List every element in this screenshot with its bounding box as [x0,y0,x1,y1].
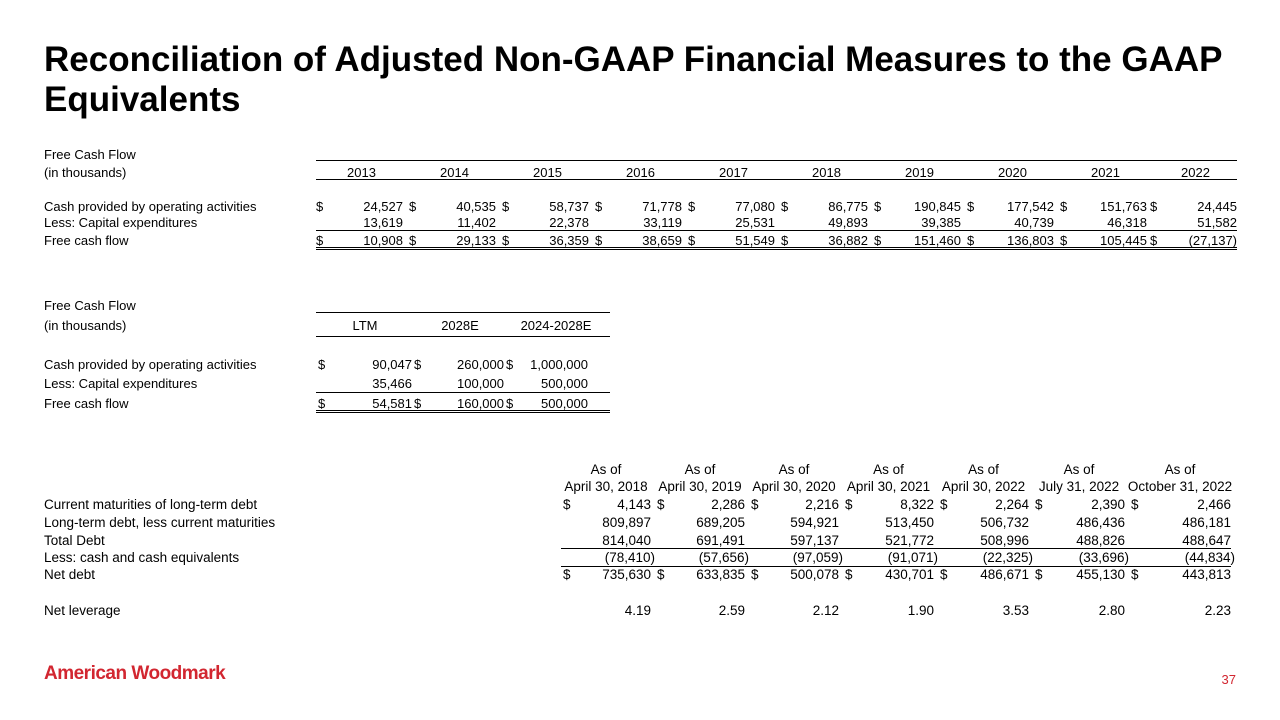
column-header-top: As of [968,462,999,477]
currency-symbol: $ [657,497,665,512]
column-header: 2028E [441,318,479,333]
table-cell: 3.53 [1002,603,1029,618]
column-header-top: As of [873,462,904,477]
column-header-date: April 30, 2018 [564,479,648,494]
table-cell: 151,763 [1100,199,1147,214]
table-cell: 486,671 [980,567,1029,582]
table-cell: 160,000 [457,396,504,411]
table-cell: 486,181 [1182,515,1231,530]
table-cell: 814,040 [602,533,651,548]
table-cell: 2,390 [1091,497,1125,512]
table-cell: 486,436 [1076,515,1125,530]
table-cell: 633,835 [696,567,745,582]
table-cell: 54,581 [372,396,412,411]
year-header: 2019 [905,165,934,180]
column-header: 2024-2028E [520,318,592,333]
currency-symbol: $ [318,396,326,411]
currency-symbol: $ [1060,199,1068,214]
row-label: Less: cash and cash equivalents [44,550,240,565]
currency-symbol: $ [414,396,422,411]
table-cell: 2.80 [1098,603,1125,618]
table-cell: 500,078 [790,567,839,582]
table-subcaption: (in thousands) [44,318,127,333]
currency-symbol: $ [688,199,696,214]
table-cell: 689,205 [696,515,745,530]
table-cell: 2,264 [995,497,1029,512]
currency-symbol: $ [874,233,882,248]
table-cell: 735,630 [602,567,651,582]
year-header: 2013 [347,165,376,180]
currency-symbol: $ [506,357,514,372]
year-header: 2020 [998,165,1027,180]
table-cell: 455,130 [1076,567,1125,582]
table-cell: 36,359 [549,233,589,248]
subtotal-rule [561,548,1231,549]
row-label: Cash provided by operating activities [44,199,257,214]
table-cell: 508,996 [980,533,1029,548]
table-cell: 597,137 [790,533,839,548]
currency-symbol: $ [781,233,789,248]
column-header-date: October 31, 2022 [1127,479,1233,494]
column-header-top: As of [778,462,810,477]
year-header: 2014 [440,165,469,180]
column-header: LTM [352,318,378,333]
currency-symbol: $ [563,497,571,512]
row-label: Current maturities of long-term debt [44,497,258,512]
currency-symbol: $ [657,567,665,582]
currency-symbol: $ [563,567,571,582]
currency-symbol: $ [409,199,417,214]
currency-symbol: $ [1035,567,1043,582]
row-label: Less: Capital expenditures [44,215,198,230]
table-cell: 100,000 [457,376,504,391]
currency-symbol: $ [1035,497,1043,512]
table-cell: 691,491 [696,533,745,548]
year-header: 2021 [1091,165,1120,180]
column-header-date: April 30, 2022 [941,479,1026,494]
currency-symbol: $ [1131,567,1139,582]
table-cell: (44,834) [1184,550,1235,565]
page-number: 37 [1221,672,1236,687]
currency-symbol: $ [502,233,510,248]
table-cell: 136,803 [1007,233,1054,248]
table-cell: 260,000 [457,357,504,372]
table-cell: 151,460 [914,233,961,248]
currency-symbol: $ [595,199,603,214]
year-header: 2022 [1181,165,1210,180]
table-cell: 594,921 [790,515,839,530]
column-header-date: April 30, 2020 [752,479,836,494]
currency-symbol: $ [1150,199,1158,214]
table-caption: Free Cash Flow [44,298,136,313]
currency-symbol: $ [502,199,510,214]
column-header-date: April 30, 2019 [658,479,742,494]
table-cell: 33,119 [643,215,682,230]
company-logo: American Woodmark [44,663,226,684]
table-cell: (91,071) [887,550,938,565]
table-cell: 11,402 [457,215,496,230]
column-header-date: April 30, 2021 [846,479,931,494]
table-cell: 488,826 [1076,533,1125,548]
table-cell: 71,778 [642,199,682,214]
table-cell: 36,882 [828,233,868,248]
row-label: Net debt [44,567,96,582]
table-cell: 190,845 [914,199,961,214]
table-cell: 51,549 [735,233,775,248]
table-cell: 1,000,000 [530,357,588,372]
header-rule [316,312,610,313]
subtotal-rule [561,566,1231,567]
currency-symbol: $ [967,199,975,214]
header-rule [316,336,610,337]
table-cell: 500,000 [541,396,588,411]
table-cell: 40,739 [1014,215,1054,230]
table-cell: 2,216 [805,497,839,512]
year-header: 2015 [533,165,562,180]
column-header-top: As of [1164,462,1196,477]
subtotal-rule [316,230,1237,231]
row-label: Less: Capital expenditures [44,376,198,391]
currency-symbol: $ [318,357,326,372]
currency-symbol: $ [751,497,759,512]
table-cell: 39,385 [921,215,961,230]
currency-symbol: $ [1150,233,1158,248]
row-label: Free cash flow [44,396,129,411]
currency-symbol: $ [967,233,975,248]
table-cell: 177,542 [1007,199,1054,214]
table-cell: 58,737 [549,199,589,214]
table-cell: 40,535 [456,199,496,214]
currency-symbol: $ [751,567,759,582]
table-cell: (22,325) [982,550,1033,565]
table-cell: 488,647 [1182,533,1231,548]
table-cell: 77,080 [735,199,775,214]
table-cell: 105,445 [1100,233,1147,248]
table-cell: 51,582 [1197,215,1237,230]
table-cell: 2,466 [1197,497,1231,512]
table-cell: (57,656) [698,550,749,565]
column-header-top: As of [684,462,716,477]
currency-symbol: $ [1060,233,1068,248]
table-cell: (97,059) [792,550,843,565]
table-cell: 24,527 [363,199,403,214]
currency-symbol: $ [781,199,789,214]
column-header-date: July 31, 2022 [1038,479,1120,494]
table-cell: 2.23 [1204,603,1231,618]
currency-symbol: $ [595,233,603,248]
year-header: 2018 [812,165,841,180]
table-cell: 35,466 [372,376,412,391]
total-double-rule [316,410,610,413]
table-cell: 4,143 [617,497,651,512]
table-cell: (33,696) [1078,550,1129,565]
currency-symbol: $ [409,233,417,248]
table-cell: 29,133 [456,233,496,248]
row-label: Net leverage [44,603,121,618]
table-cell: 1.90 [907,603,934,618]
table-cell: 13,619 [363,215,403,230]
table-caption: Free Cash Flow [44,147,136,162]
currency-symbol: $ [940,567,948,582]
currency-symbol: $ [940,497,948,512]
table-subcaption: (in thousands) [44,165,127,180]
row-label: Long-term debt, less current maturities [44,515,276,530]
table-cell: 2.59 [718,603,745,618]
year-header: 2017 [719,165,748,180]
column-header-top: As of [1063,462,1095,477]
page-title: Reconciliation of Adjusted Non-GAAP Financial Measures to the GAAP Equivalents [44,40,1222,119]
header-rule [316,160,1237,161]
table-cell: 430,701 [885,567,934,582]
currency-symbol: $ [414,357,422,372]
table-cell: (27,137) [1188,233,1237,248]
table-cell: 443,813 [1182,567,1231,582]
total-double-rule [316,247,1237,250]
table-cell: 90,047 [372,357,412,372]
currency-symbol: $ [845,497,853,512]
table-cell: 86,775 [828,199,868,214]
row-label: Total Debt [44,533,105,548]
currency-symbol: $ [316,233,324,248]
table-cell: 809,897 [602,515,651,530]
table-cell: 500,000 [541,376,588,391]
table-cell: 38,659 [642,233,682,248]
table-cell: 2,286 [711,497,745,512]
currency-symbol: $ [316,199,324,214]
table-cell: 513,450 [885,515,934,530]
table-cell: 46,318 [1107,215,1147,230]
column-header-top: As of [590,462,622,477]
table-cell: 506,732 [980,515,1029,530]
table-cell: 4.19 [624,603,651,618]
table-cell: (78,410) [604,550,655,565]
table-cell: 49,893 [828,215,868,230]
table-cell: 2.12 [812,603,839,618]
table-cell: 10,908 [363,233,403,248]
row-label: Free cash flow [44,233,129,248]
year-header: 2016 [626,165,655,180]
table-cell: 8,322 [900,497,934,512]
table-cell: 24,445 [1197,199,1237,214]
table-cell: 22,378 [549,215,589,230]
subtotal-rule [316,392,610,393]
row-label: Cash provided by operating activities [44,357,257,372]
table-cell: 25,531 [735,215,775,230]
currency-symbol: $ [688,233,696,248]
currency-symbol: $ [506,396,514,411]
currency-symbol: $ [845,567,853,582]
currency-symbol: $ [1131,497,1139,512]
currency-symbol: $ [874,199,882,214]
table-cell: 521,772 [885,533,934,548]
